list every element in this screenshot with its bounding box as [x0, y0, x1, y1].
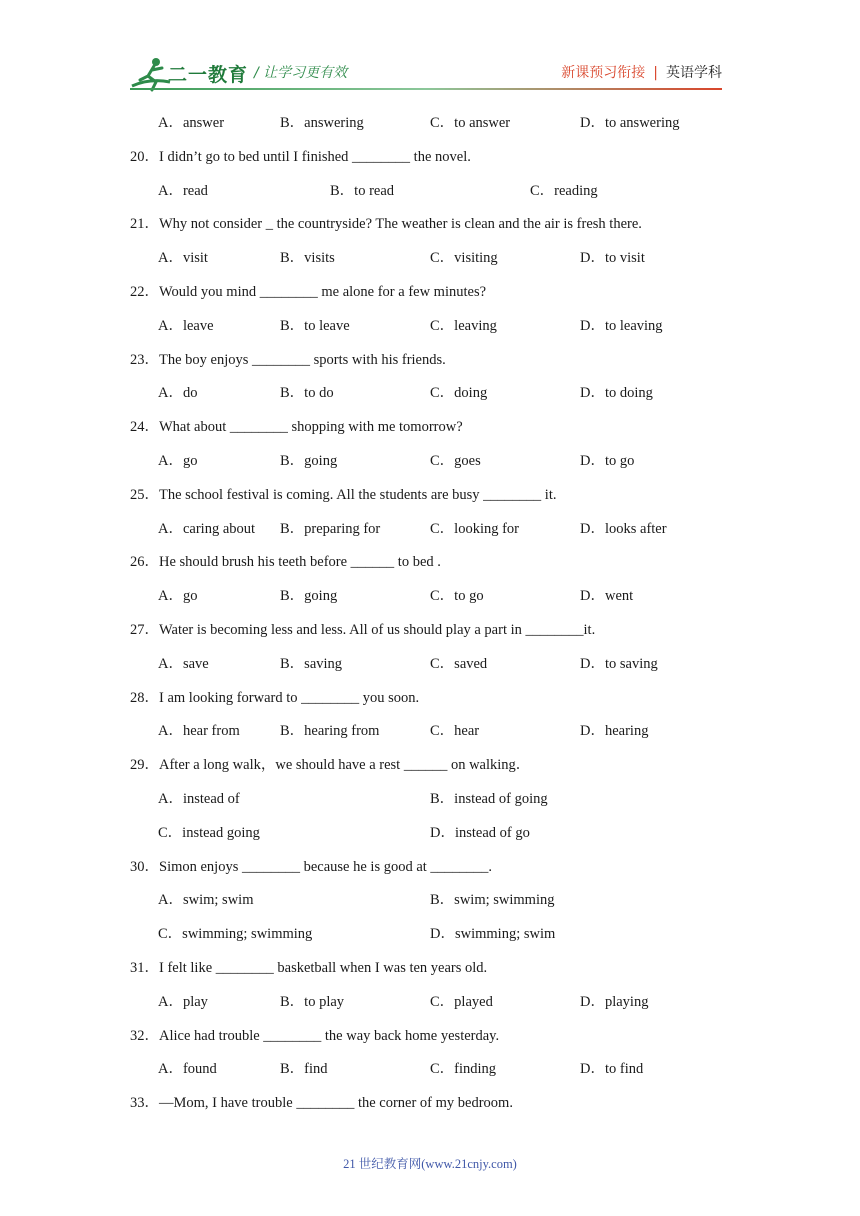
- question-stem: 28．I am looking forward to ________ you soon.: [130, 689, 420, 706]
- answer-option: C．leaving: [430, 317, 497, 334]
- answer-option: A．answer: [158, 115, 225, 131]
- option-row: [130, 107, 730, 141]
- option-row: [130, 783, 730, 817]
- question-stem: 33．—Mom, I have trouble ________ the corner of my bedroom.: [130, 1095, 513, 1112]
- option-row: [130, 817, 730, 851]
- header-right: [561, 62, 722, 82]
- answer-option: A．go: [158, 588, 198, 605]
- question-stem: 25．The school festival is coming. All the students are busy ________ it.: [130, 486, 557, 503]
- answer-option: C．visiting: [430, 250, 498, 267]
- logo-text: 二一教育: [168, 64, 249, 86]
- answer-option: A．go: [158, 452, 198, 469]
- option-row: [130, 580, 730, 614]
- answer-option: D．to saving: [580, 655, 658, 672]
- question-stem: 31．I felt like ________ basketball when I was ten years old.: [130, 959, 488, 976]
- answer-option: A．found: [158, 1061, 217, 1078]
- answer-option: C．instead going: [158, 824, 260, 841]
- answer-option: A．hear from: [158, 723, 240, 740]
- question-stem: 23．The boy enjoys ________ sports with his friends.: [130, 351, 446, 368]
- question-list: [130, 107, 730, 1121]
- question-stem: 32．Alice had trouble ________ the way back home yesterday.: [130, 1027, 500, 1044]
- answer-option: C．to go: [430, 588, 484, 605]
- question-stem: 21．Why not consider _ the countryside? The weather is clean and the air is fresh there.: [130, 216, 642, 233]
- question-stem: 27．Water is becoming less and less. All of us should play a part in ________it.: [130, 621, 596, 638]
- answer-option: D．looks after: [580, 520, 667, 537]
- question-stem: 26．He should brush his teeth before ______ to bed .: [130, 554, 441, 571]
- answer-option: A．visit: [158, 250, 208, 267]
- answer-option: B．to do: [280, 385, 334, 402]
- answer-option: C．saved: [430, 655, 488, 672]
- slogan: / 让学习更有效: [254, 65, 348, 81]
- answer-option: A．save: [158, 655, 209, 672]
- header-rule: [130, 88, 722, 90]
- answer-option: A．do: [158, 385, 198, 402]
- answer-option: C．hear: [430, 723, 480, 740]
- answer-option: D．to answering: [580, 115, 680, 131]
- answer-option: B．going: [280, 588, 338, 605]
- subject-label: 英语学科: [666, 65, 722, 81]
- answer-option: D．to doing: [580, 385, 653, 402]
- option-row: [130, 1053, 730, 1087]
- page-footer: 21 世纪教育网(www.21cnjy.com): [343, 1157, 517, 1171]
- option-row: [130, 986, 730, 1020]
- answer-option: A．instead of: [158, 790, 240, 807]
- answer-option: C．reading: [530, 182, 598, 199]
- option-row: [130, 377, 730, 411]
- answer-option: B．instead of going: [430, 790, 548, 807]
- answer-option: B．saving: [280, 655, 343, 672]
- question-stem: 29．After a long walk，we should have a rest ______ on walking．: [130, 757, 531, 774]
- answer-option: D．to find: [580, 1061, 644, 1078]
- answer-option: A．caring about: [158, 520, 256, 537]
- answer-option: D．to visit: [580, 250, 645, 267]
- answer-option: C．doing: [430, 385, 488, 402]
- header-divider: |: [653, 65, 658, 81]
- option-row: [130, 242, 730, 276]
- answer-option: D．swimming; swim: [430, 926, 556, 943]
- answer-option: D．to go: [580, 452, 635, 469]
- answer-option: D．went: [580, 588, 634, 605]
- answer-option: D．to leaving: [580, 317, 663, 334]
- option-row: [130, 648, 730, 682]
- option-row: [130, 715, 730, 749]
- answer-option: B．to read: [330, 182, 395, 199]
- answer-option: B．to play: [280, 993, 345, 1010]
- option-row: [130, 918, 730, 952]
- answer-option: B．answering: [280, 115, 364, 131]
- answer-option: B．visits: [280, 250, 335, 267]
- answer-option: B．going: [280, 452, 338, 469]
- answer-option: C．finding: [430, 1061, 497, 1078]
- answer-option: B．find: [280, 1061, 328, 1078]
- answer-option: A．play: [158, 993, 208, 1010]
- answer-option: B．swim; swimming: [430, 892, 555, 909]
- course-title: 新课预习衔接: [561, 65, 646, 81]
- answer-option: A．leave: [158, 317, 214, 334]
- answer-option: D．hearing: [580, 723, 649, 740]
- question-stem: 20．I didn’t go to bed until I finished ________ the novel.: [130, 148, 471, 165]
- answer-option: A．swim; swim: [158, 892, 254, 909]
- option-row: [130, 310, 730, 344]
- answer-option: C．to answer: [430, 115, 511, 131]
- answer-option: D．playing: [580, 993, 649, 1010]
- question-stem: 24．What about ________ shopping with me tomorrow?: [130, 419, 463, 436]
- option-row: [130, 175, 730, 209]
- question-stem: 22．Would you mind ________ me alone for a few minutes?: [130, 283, 487, 300]
- page-header: [0, 0, 860, 100]
- question-stem: 30．Simon enjoys ________ because he is good at ________.: [130, 858, 493, 875]
- option-row: [130, 884, 730, 918]
- answer-option: C．goes: [430, 452, 481, 469]
- answer-option: B．to leave: [280, 317, 350, 334]
- answer-option: C．looking for: [430, 520, 520, 537]
- answer-option: C．played: [430, 993, 493, 1010]
- answer-option: B．hearing from: [280, 723, 380, 740]
- option-row: [130, 445, 730, 479]
- answer-option: D．instead of go: [430, 824, 530, 841]
- answer-option: C．swimming; swimming: [158, 926, 313, 943]
- option-row: [130, 513, 730, 547]
- answer-option: A．read: [158, 182, 208, 199]
- answer-option: B．preparing for: [280, 520, 381, 537]
